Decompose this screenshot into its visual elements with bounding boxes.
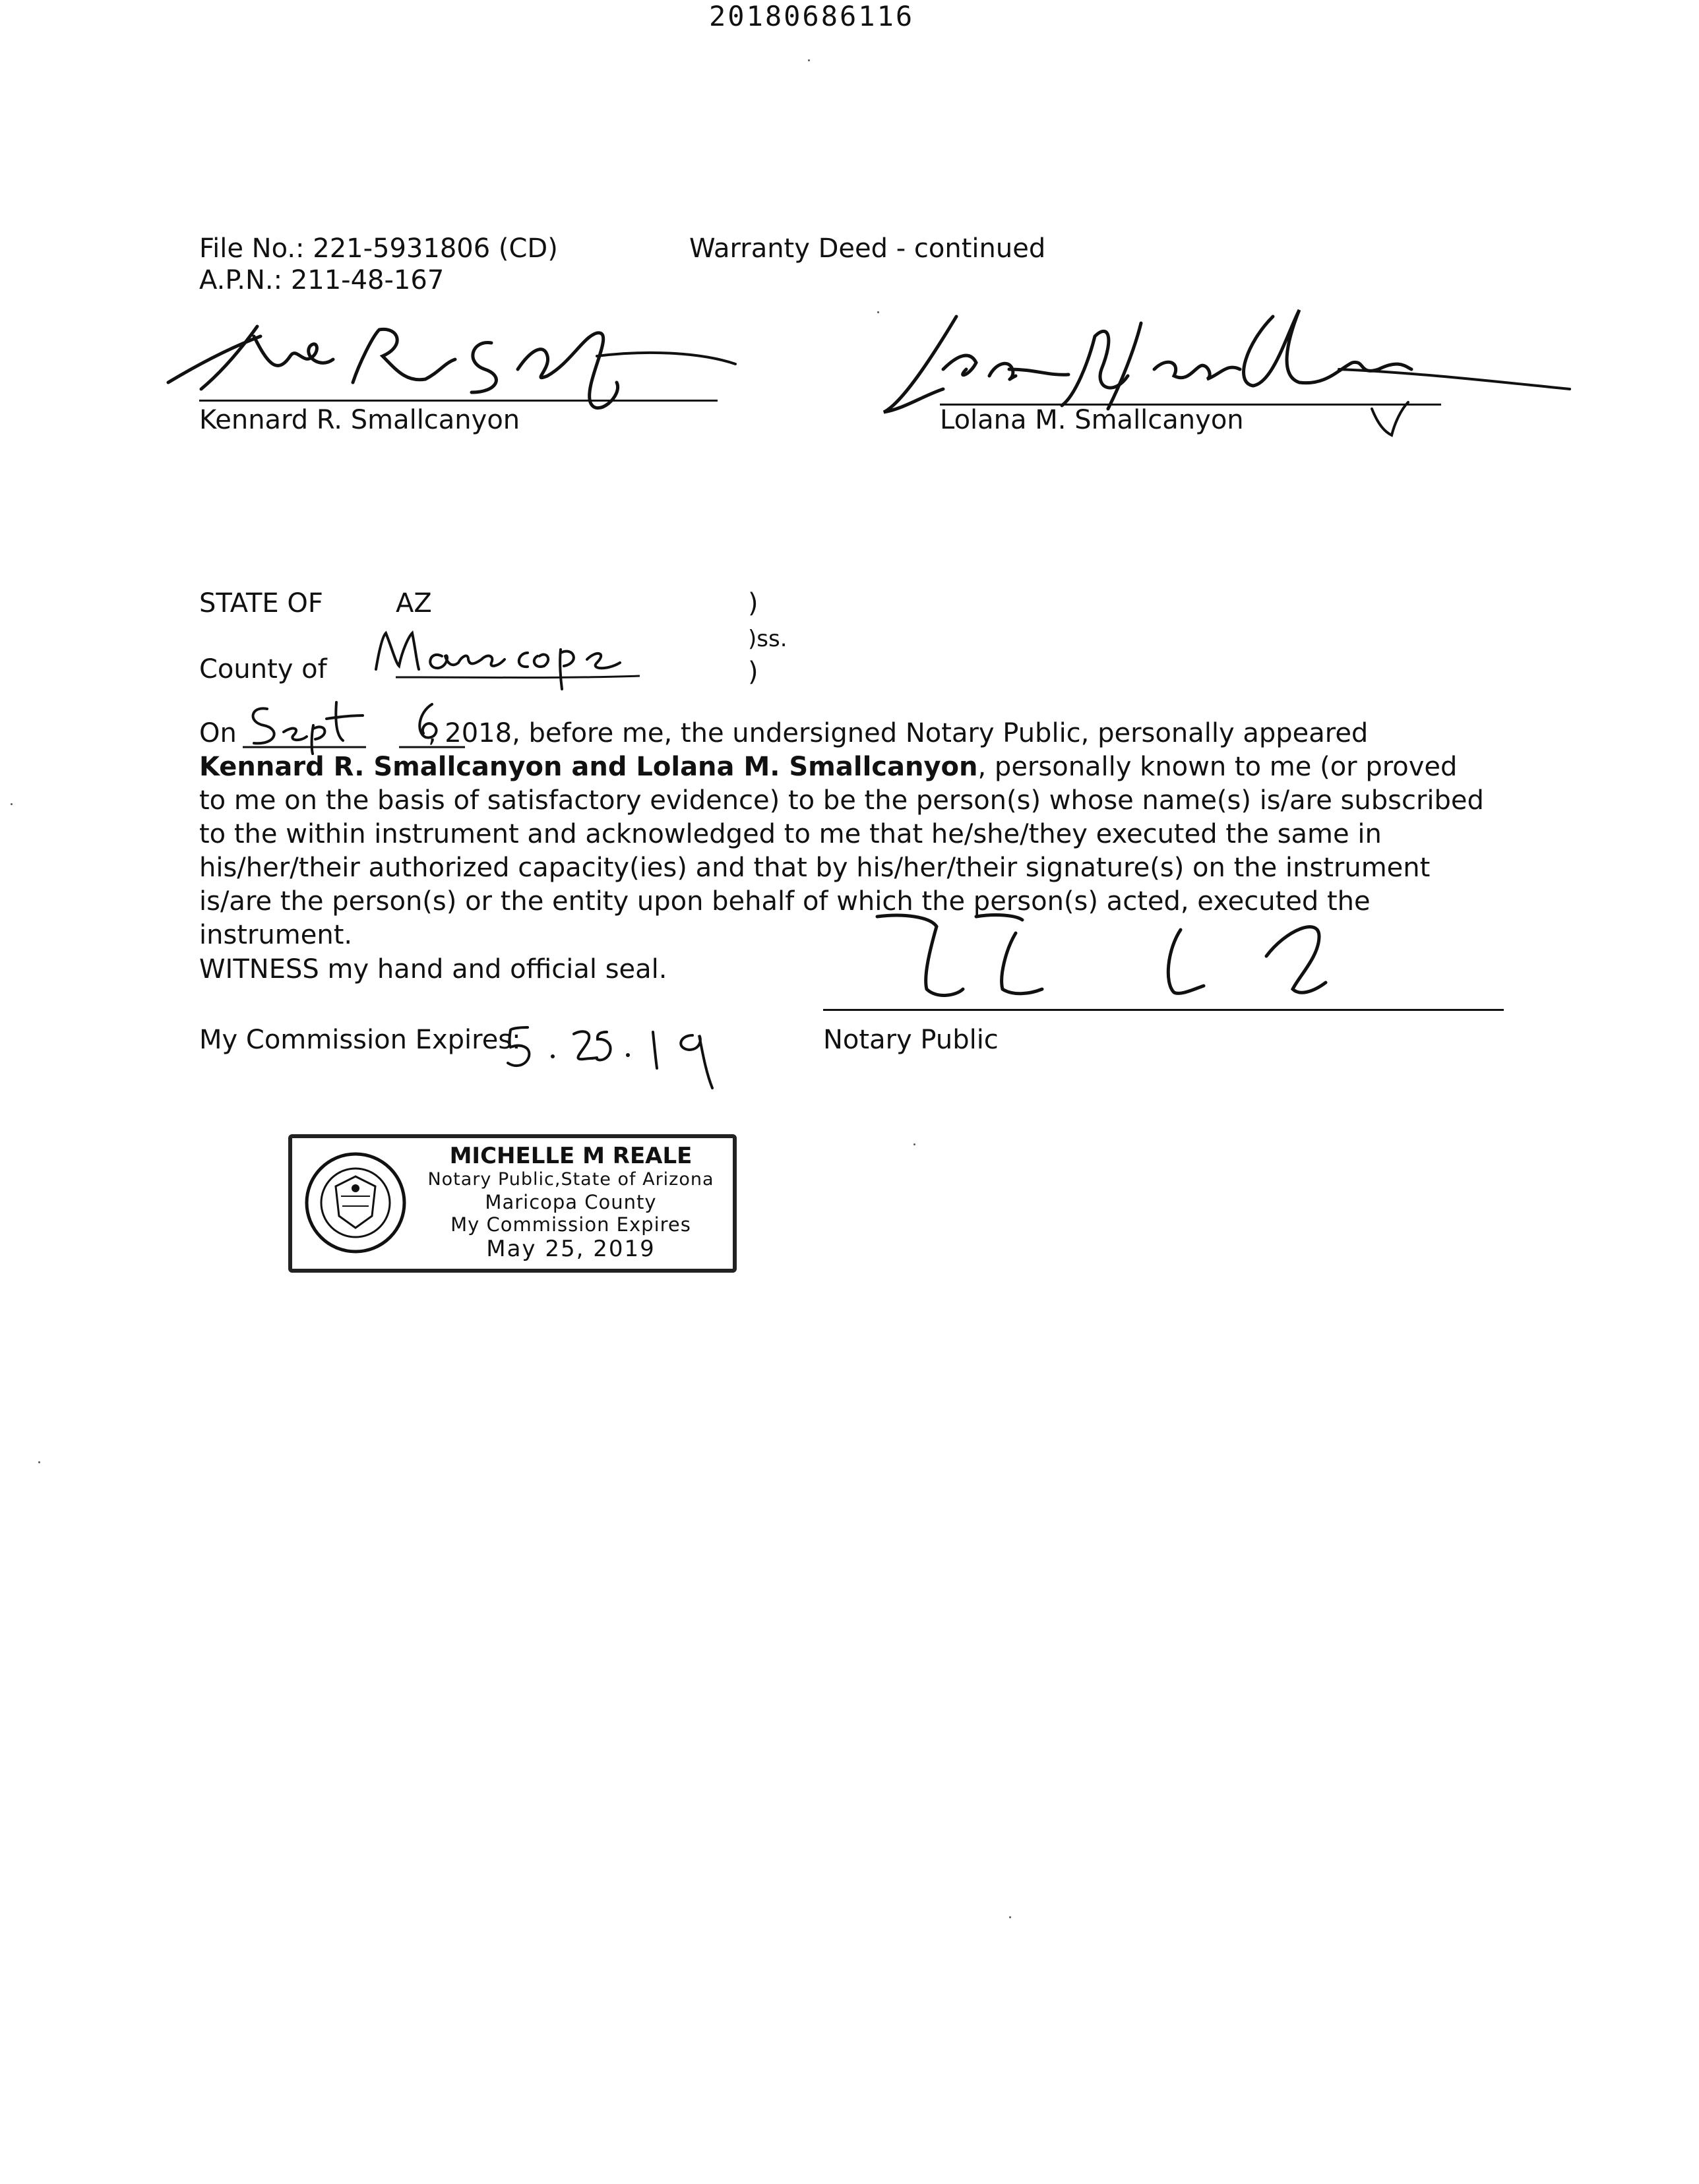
file-number bbox=[199, 232, 558, 265]
state-value: AZ bbox=[396, 588, 432, 619]
county-label: County of bbox=[199, 654, 327, 684]
notary-public-label: Notary Public bbox=[823, 1025, 999, 1055]
apn-label: A.P.N.: bbox=[199, 265, 283, 295]
file-no-label: File No.: bbox=[199, 233, 305, 264]
stamp-notary-name: MICHELLE M REALE bbox=[449, 1143, 693, 1169]
commission-date-handwritten bbox=[501, 1016, 752, 1095]
state-label: STATE OF bbox=[199, 588, 323, 619]
file-no-value: 221-5931806 (CD) bbox=[313, 233, 558, 264]
on-label: On bbox=[199, 718, 237, 748]
paren-bottom: ) bbox=[748, 657, 758, 687]
scan-speck bbox=[877, 311, 879, 313]
county-handwritten bbox=[369, 623, 646, 696]
scan-speck bbox=[808, 59, 810, 61]
scan-speck bbox=[913, 1143, 915, 1145]
apn bbox=[199, 264, 444, 297]
appearing-parties: Kennard R. Smallcanyon and Lolana M. Smallcanyon bbox=[199, 752, 978, 782]
stamp-title: Notary Public,State of Arizona bbox=[427, 1169, 714, 1190]
acknowledgment-body: , personally known to me (or proved to me on the basis of satisfactory evidence) to be the person(s) whose name(s) is/are subscribed to the within instrument and acknowledged to me that he/she/they executed the same in his/her/their authorized capacity(ies) and that by his/her/their signature(s) on the instrument is/are the person(s) or the entity upon behalf of which the person(s) acted, executed the instrument. bbox=[199, 752, 1484, 950]
scan-speck bbox=[1009, 1916, 1011, 1918]
notary-stamp bbox=[288, 1134, 737, 1273]
apn-value: 211-48-167 bbox=[290, 265, 445, 295]
scan-speck bbox=[38, 1461, 40, 1463]
year-text: , 2018, before me, the undersigned Notary Public, personally appeared bbox=[427, 718, 1369, 748]
signature-line-left bbox=[199, 400, 718, 402]
notary-signature bbox=[864, 903, 1392, 1016]
paren-top: ) bbox=[748, 588, 758, 619]
stamp-county: Maricopa County bbox=[485, 1191, 657, 1213]
ss-marker: )ss. bbox=[748, 626, 788, 652]
document-title: Warranty Deed - continued bbox=[689, 233, 1046, 264]
stamp-text-block bbox=[408, 1143, 734, 1262]
commission-label: My Commission Expires: bbox=[199, 1025, 521, 1055]
scan-speck bbox=[11, 803, 13, 805]
signer-name-left: Kennard R. Smallcanyon bbox=[199, 405, 520, 435]
arizona-seal-icon bbox=[303, 1150, 408, 1256]
notary-signature-line bbox=[823, 1009, 1504, 1011]
signer-name-right: Lolana M. Smallcanyon bbox=[940, 405, 1244, 435]
document-number: 20180686116 bbox=[709, 0, 915, 32]
stamp-commission-label: My Commission Expires bbox=[450, 1213, 691, 1236]
stamp-expiry-date: May 25, 2019 bbox=[486, 1236, 656, 1262]
witness-statement: WITNESS my hand and official seal. bbox=[199, 954, 667, 985]
